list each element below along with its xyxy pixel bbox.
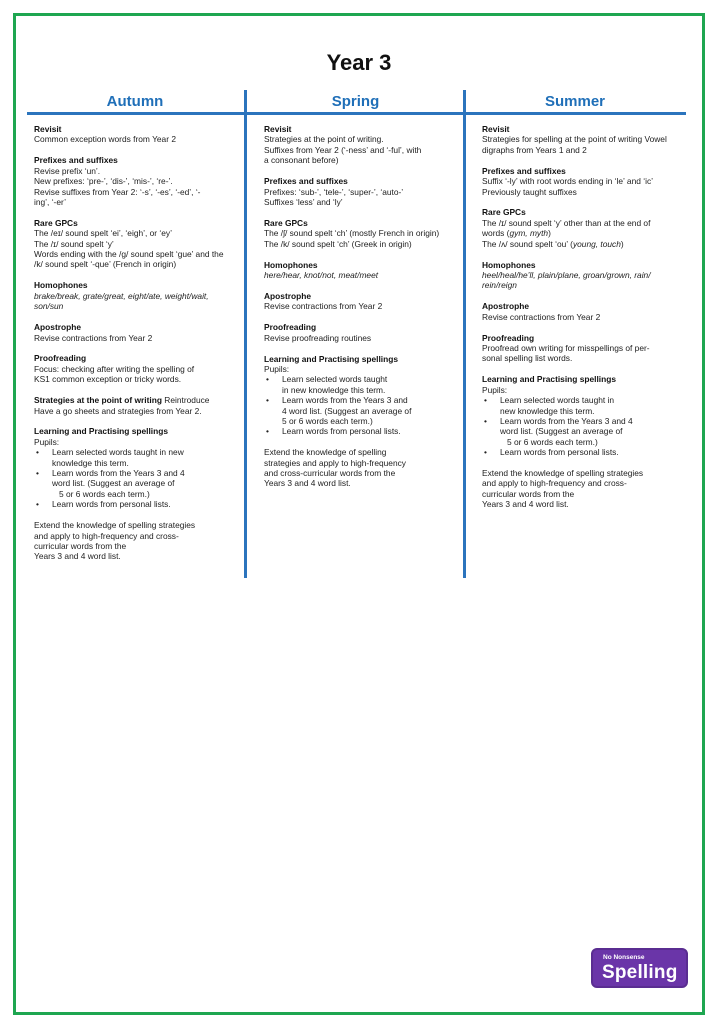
section-heading-line [264, 176, 459, 186]
section-heading-line [34, 426, 239, 436]
text-line: and cross-curricular words from the [264, 468, 396, 479]
italic-line: brake/break, grate/great, eight/ate, weight/wait, [34, 290, 209, 301]
section-title: Proofreading [482, 332, 535, 343]
text-line: Previously taught suffixes [482, 186, 577, 197]
section-title: Learning and Practising spellings [482, 374, 617, 385]
italic-line: heel/heal/he’ll, plain/plane, groan/grown, rain/ [482, 269, 651, 280]
text-line: and apply to high-frequency and cross- [482, 478, 627, 489]
section [482, 301, 682, 322]
bullet-item [482, 395, 682, 416]
section [34, 280, 239, 311]
text-line: Revise contractions from Year 2 [482, 311, 601, 322]
section-title: Learning and Practising spellings [264, 353, 399, 364]
text-line: Revise proofreading routines [264, 332, 372, 343]
text-fragment: ) [548, 228, 551, 239]
section [482, 374, 682, 457]
italic-fragment: gym, myth [509, 228, 549, 239]
text-line: and apply to high-frequency and cross- [34, 530, 179, 541]
section-title: Revisit [264, 124, 292, 134]
section-heading-line [482, 124, 682, 134]
section-title: Prefixes and suffixes [482, 165, 566, 176]
section [34, 353, 239, 384]
text-line: Prefixes: ‘sub-’, ‘tele-’, ‘super-’, ‘auto-’ [264, 186, 404, 197]
section-heading-line [264, 322, 459, 332]
section [264, 322, 459, 343]
section-title: Proofreading [264, 322, 317, 333]
text-line: Revise suffixes from Year 2: ‘-s’, ‘-es’, ‘-ed’, ‘- [34, 186, 201, 197]
text-line: Revise contractions from Year 2 [264, 301, 383, 312]
section [264, 218, 459, 249]
section-title: Revisit [482, 124, 510, 134]
section-heading-line [34, 322, 239, 332]
section [264, 124, 459, 166]
bullet-line: word list. (Suggest an average of [52, 478, 175, 489]
section-title: Rare GPCs [34, 217, 78, 228]
section [34, 322, 239, 343]
bullet-list [264, 374, 459, 436]
column-autumn [34, 124, 239, 572]
section [264, 354, 459, 437]
text-line: Pupils: [482, 384, 508, 395]
text-line: digraphs from Years 1 and 2 [482, 144, 587, 155]
section-inline-text: Reintroduce [161, 395, 210, 406]
text-line: Years 3 and 4 word list. [264, 478, 351, 489]
section-heading-line [482, 166, 682, 176]
section-heading-line [34, 353, 239, 363]
bullet-line: • Learn words from personal lists. [52, 499, 171, 510]
text-line: Focus: checking after writing the spelling of [34, 363, 195, 374]
section-heading-line [34, 124, 239, 134]
bullet-line: new knowledge this term. [500, 405, 595, 416]
section [34, 520, 239, 562]
column-heading-summer: Summer [544, 93, 606, 110]
text-line: a consonant before) [264, 155, 339, 166]
text-line: Years 3 and 4 word list. [482, 499, 569, 510]
bullet-line: • Learn words from personal lists. [282, 426, 401, 437]
text-line: Extend the knowledge of spelling strategies [482, 468, 644, 479]
text-line: The /ʃ/ sound spelt ‘ch’ (mostly French in origin) [264, 228, 440, 239]
bullet-line: in new knowledge this term. [282, 384, 386, 395]
text-line: Revise prefix ‘un’. [34, 165, 101, 176]
section-heading-line [34, 395, 239, 405]
column-divider-2 [463, 90, 466, 578]
section [264, 447, 459, 489]
section-heading-line [34, 218, 239, 228]
section-title: Homophones [482, 259, 536, 270]
italic-fragment: young, touch [572, 238, 621, 249]
text-line: Pupils: [264, 363, 290, 374]
section [34, 155, 239, 207]
section [34, 426, 239, 509]
italic-line: rein/reign [482, 280, 517, 291]
section-heading-line [482, 333, 682, 343]
text-line: Strategies at the point of writing. [264, 134, 384, 145]
bullet-item [34, 447, 239, 468]
bullet-line: • Learn words from the Years 3 and 4 [500, 415, 633, 426]
section-title: Rare GPCs [264, 217, 308, 228]
section-title: Prefixes and suffixes [34, 155, 118, 166]
section-title: Homophones [264, 259, 318, 270]
text-line: The /k/ sound spelt ‘ch’ (Greek in origin) [264, 238, 412, 249]
section [264, 176, 459, 207]
column-heading-spring: Spring [331, 93, 380, 110]
section-title: Learning and Practising spellings [34, 426, 169, 437]
bullet-line: word list. (Suggest an average of [500, 426, 623, 437]
section [482, 333, 682, 364]
text-line: Suffix ‘-ly’ with root words ending in ‘le’ and ‘ic’ [482, 176, 653, 187]
bullet-line: • Learn words from personal lists. [500, 447, 619, 458]
section-heading-line [482, 260, 682, 270]
text-fragment: The /ʌ/ sound spelt ‘ou’ ( [482, 238, 573, 249]
section-title: Apostrophe [482, 301, 529, 312]
page-title: Year 3 [326, 50, 392, 75]
bullet-item [264, 374, 459, 395]
section [482, 260, 682, 291]
section-heading-line [482, 207, 682, 217]
text-line: ing’, ‘-er’ [34, 196, 66, 207]
text-line: KS1 common exception or tricky words. [34, 374, 182, 385]
text-line: sonal spelling list words. [482, 353, 573, 364]
section-title: Proofreading [34, 353, 87, 364]
bullet-line: knowledge this term. [52, 457, 129, 468]
text-line: Have a go sheets and strategies from Year 2. [34, 405, 202, 416]
bullet-line: • Learn selected words taught in [500, 395, 615, 406]
column-spring [264, 124, 459, 499]
bullet-item [482, 447, 682, 457]
text-line: Strategies for spelling at the point of writing Vowel [482, 134, 667, 145]
text-line: Suffixes from Year 2 (‘-ness’ and ‘-ful’, with [264, 144, 422, 155]
text-line: The /ɪ/ sound spelt ‘y’ [34, 238, 114, 249]
text-line: Revise contractions from Year 2 [34, 332, 153, 343]
section-title: Apostrophe [34, 322, 81, 333]
section [482, 124, 682, 155]
column-divider-1 [244, 90, 247, 578]
text-line: Words ending with the /g/ sound spelt ‘gue’ and the [34, 249, 224, 260]
bullet-item [34, 499, 239, 509]
section-title: Rare GPCs [482, 207, 526, 218]
section-title: Homophones [34, 280, 88, 291]
column-heading-autumn: Autumn [106, 93, 164, 110]
bullet-item [482, 416, 682, 447]
text-line: Proofread own writing for misspellings of per- [482, 343, 650, 353]
text-line: New prefixes: ‘pre-’, ‘dis-’, ‘mis-’, ‘re-’. [34, 176, 173, 187]
bullet-item [264, 395, 459, 426]
bullet-line: • Learn selected words taught [282, 374, 388, 385]
text-line: Extend the knowledge of spelling [264, 447, 387, 458]
section [34, 218, 239, 270]
text-line: Suffixes ‘less’ and ‘ly’ [264, 196, 343, 207]
section-title: Apostrophe [264, 290, 311, 301]
text-line: Extend the knowledge of spelling strategies [34, 520, 196, 531]
section-title: Prefixes and suffixes [264, 176, 348, 187]
bullet-line: 5 or 6 words each term.) [52, 488, 150, 499]
section [264, 260, 459, 281]
section-heading-line [264, 354, 459, 364]
section [264, 291, 459, 312]
text-line: Years 3 and 4 word list. [34, 551, 121, 562]
bullet-item [264, 426, 459, 436]
section-heading-line [482, 301, 682, 311]
text-line: curricular words from the [482, 488, 575, 499]
bullet-item [34, 468, 239, 499]
italic-line: son/sun [34, 301, 64, 312]
section-heading-line [264, 218, 459, 228]
italic-line: here/hear, knot/not, meat/meet [264, 269, 379, 280]
section-heading-line [34, 155, 239, 165]
bullet-line: 5 or 6 words each term.) [500, 436, 598, 447]
section [34, 395, 239, 416]
text-line: Pupils: [34, 436, 60, 447]
section-title: Strategies at the point of writing [34, 395, 162, 406]
bullet-line: 4 word list. (Suggest an average of [282, 405, 412, 416]
section [482, 166, 682, 197]
text-line: The /ɪ/ sound spelt ‘y’ other than at the end of [482, 217, 651, 228]
no-nonsense-spelling-logo [591, 948, 688, 988]
logo-big-text: Spelling [602, 962, 678, 983]
text-line: The /eɪ/ sound spelt ‘ei’, ‘eigh’, or ‘ey’ [34, 228, 172, 239]
text-line [482, 239, 682, 249]
text-fragment: ) [620, 238, 624, 249]
section-heading-line [264, 291, 459, 301]
text-line: Common exception words from Year 2 [34, 134, 176, 145]
section-heading-line [264, 124, 459, 134]
text-line: strategies and apply to high-frequency [264, 457, 406, 468]
text-line: curricular words from the [34, 541, 127, 551]
bullet-line: • Learn words from the Years 3 and 4 [52, 468, 185, 479]
bullet-line: 5 or 6 words each term.) [282, 415, 373, 426]
section-heading-line [34, 280, 239, 290]
text-line: /k/ sound spelt ‘-que’ (French in origin) [34, 259, 177, 270]
bullet-list [34, 447, 239, 509]
text-line [482, 228, 682, 238]
section [34, 124, 239, 145]
section [482, 468, 682, 510]
bullet-line: • Learn selected words taught in new [52, 447, 184, 458]
logo-small-text: No Nonsense [603, 954, 645, 961]
bullet-list [482, 395, 682, 457]
section [482, 207, 682, 249]
text-fragment: words ( [482, 228, 510, 239]
header-divider [27, 112, 686, 115]
column-summer [482, 124, 682, 520]
section-heading-line [482, 374, 682, 384]
section-title: Revisit [34, 124, 62, 134]
bullet-line: • Learn words from the Years 3 and [282, 395, 408, 406]
section-heading-line [264, 260, 459, 270]
